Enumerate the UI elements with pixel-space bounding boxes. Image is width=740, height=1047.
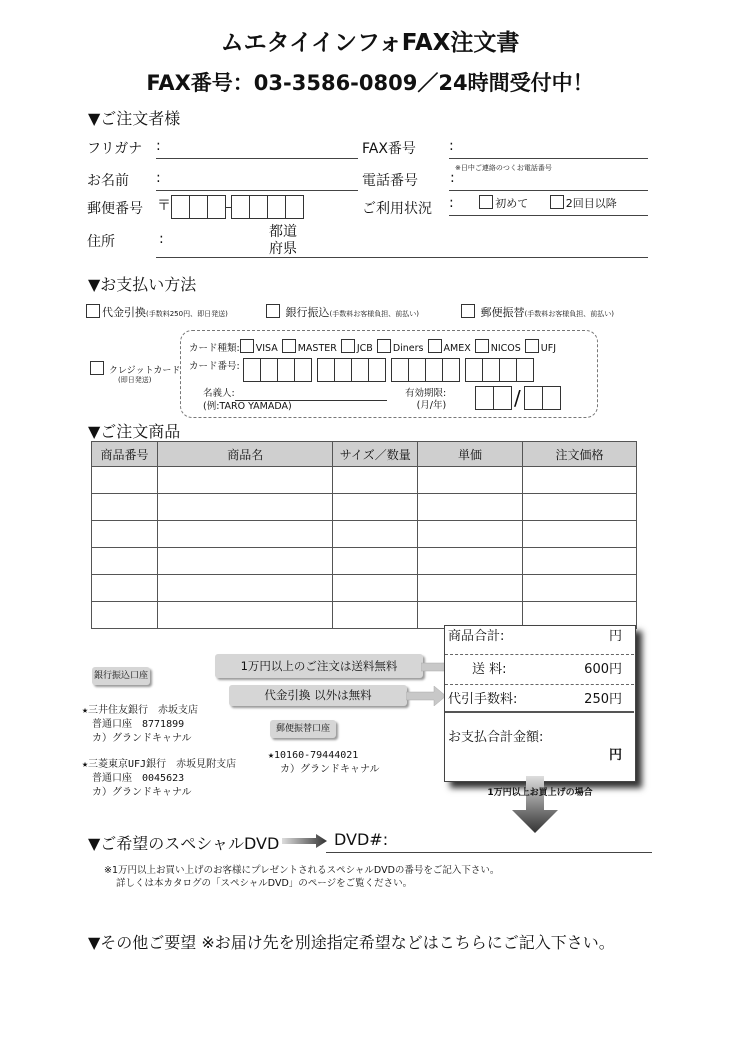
column-header: 商品名 [157, 442, 333, 467]
card-type-option[interactable] [475, 343, 521, 354]
order-summary-box [444, 625, 636, 782]
expiry-month-box[interactable] [493, 386, 512, 410]
table-cell[interactable] [333, 494, 418, 521]
usage-repeat-text: 2回目以降 [565, 197, 617, 210]
card-type-option[interactable] [428, 343, 471, 354]
table-cell[interactable] [418, 467, 523, 494]
cod-fee-note: 代金引換 以外は無料 [229, 685, 407, 706]
credit-card-details-box [180, 330, 598, 418]
card-type-checkbox[interactable] [341, 339, 355, 353]
postal-account-holder: カ）グランドキャナル [280, 764, 380, 775]
postal-account-title: 郵便振替口座 [270, 720, 336, 738]
table-cell[interactable] [523, 521, 637, 548]
table-cell[interactable] [92, 521, 158, 548]
phone-label: 電話番号 [362, 173, 418, 189]
table-cell[interactable] [523, 467, 637, 494]
dvd-arrow-icon [282, 834, 328, 848]
postal-account [268, 749, 380, 777]
postal-mark: 〒 [157, 198, 171, 214]
customer-section-title: ▼ご注文者様 [88, 109, 181, 128]
postal-digit-box[interactable] [231, 195, 250, 219]
dvd-note-line1: ※1万円以上お買い上げのお客様にプレゼントされるスペシャルDVDの番号をご記入下さい。 [104, 865, 500, 876]
card-type-label: MASTER [297, 343, 337, 354]
card-type-label: Diners [392, 343, 424, 354]
expiry-format: (月/年) [416, 400, 447, 411]
table-cell[interactable] [418, 494, 523, 521]
table-cell[interactable] [523, 575, 637, 602]
shipping-value: 600円 [584, 662, 622, 677]
holder-field[interactable] [235, 388, 387, 401]
card-digit-box[interactable] [260, 358, 278, 382]
expiry-year-box[interactable] [524, 386, 543, 410]
table-cell[interactable] [418, 548, 523, 575]
table-cell[interactable] [92, 548, 158, 575]
order-items-table [91, 441, 637, 629]
cod-label: 代金引換 [102, 306, 146, 319]
table-cell[interactable] [523, 548, 637, 575]
usage-field [449, 195, 648, 216]
usage-repeat-checkbox[interactable] [550, 195, 564, 209]
usage-colon: : [449, 195, 454, 211]
card-digit-box[interactable] [317, 358, 335, 382]
total-label: お支払合計金額: [448, 730, 544, 745]
bank-account-1 [82, 704, 198, 746]
bank-label: 銀行振込 [285, 306, 330, 319]
table-row [92, 494, 637, 521]
card-digit-box[interactable] [408, 358, 426, 382]
card-digit-box[interactable] [243, 358, 261, 382]
card-digit-box[interactable] [482, 358, 500, 382]
holder-block [203, 388, 387, 413]
column-header: サイズ／数量 [333, 442, 418, 467]
table-cell[interactable] [157, 548, 333, 575]
bank-checkbox[interactable] [266, 304, 280, 318]
card-type-label: JCB [356, 343, 373, 354]
postal-code-label: 郵便番号 [87, 201, 143, 217]
subtotal-unit: 円 [608, 629, 622, 644]
furigana-label: フリガナ [87, 141, 143, 157]
postal-digit-box[interactable] [285, 195, 304, 219]
card-type-row [189, 339, 560, 354]
name-colon: : [156, 170, 161, 186]
card-digit-box[interactable] [334, 358, 352, 382]
card-type-label: カード種類: [189, 343, 240, 354]
dvd-note-line2: 詳しくは本カタログの「スペシャルDVD」のページをご覧ください。 [116, 878, 413, 889]
table-cell[interactable] [333, 575, 418, 602]
table-row [92, 467, 637, 494]
table-cell[interactable] [157, 575, 333, 602]
bank1-number: 普通口座 8771899 [92, 719, 185, 730]
card-digit-box[interactable] [294, 358, 312, 382]
table-cell[interactable] [157, 521, 333, 548]
bank-account-2 [82, 758, 236, 800]
expiry-separator: / [514, 386, 521, 410]
table-cell[interactable] [92, 467, 158, 494]
credit-checkbox[interactable] [90, 361, 104, 375]
card-type-checkbox[interactable] [475, 339, 489, 353]
table-row [92, 521, 637, 548]
card-type-option[interactable] [341, 343, 373, 354]
cod-fee-label: 代引手数料: [448, 692, 518, 707]
table-row [92, 548, 637, 575]
bank-account-title: 銀行振込口座 [92, 667, 150, 685]
card-digit-box[interactable] [277, 358, 295, 382]
other-requests-title: ▼その他ご要望 ※お届け先を別途指定希望などはこちらにご記入下さい。 [88, 933, 615, 952]
card-digit-box[interactable] [465, 358, 483, 382]
phone-colon: : [450, 170, 455, 186]
card-type-label: UFJ [540, 343, 557, 354]
bank2-holder: カ）グランドキャナル [92, 787, 192, 798]
expiry-month-box[interactable] [475, 386, 494, 410]
holder-example: (例:TARO YAMADA) [203, 401, 292, 412]
payment-postal-option[interactable] [461, 304, 614, 320]
free-shipping-note: 1万円以上のご注文は送料無料 [215, 654, 423, 678]
total-unit: 円 [608, 748, 622, 763]
card-type-checkbox[interactable] [377, 339, 391, 353]
card-type-label: VISA [255, 343, 278, 354]
card-digit-box[interactable] [351, 358, 369, 382]
card-number-row [189, 358, 539, 385]
subtotal-label: 商品合計: [448, 629, 505, 644]
usage-first-option[interactable] [479, 197, 528, 210]
card-number-group [391, 374, 459, 385]
dvd-note [104, 864, 499, 890]
table-cell[interactable] [523, 494, 637, 521]
phone-note: ※日中ご連絡のつくお電話番号 [455, 164, 552, 172]
table-cell[interactable] [157, 602, 333, 629]
bank2-name: ★三菱東京UFJ銀行 赤坂見附支店 [82, 759, 237, 770]
furigana-field[interactable] [156, 135, 358, 159]
bank2-number: 普通口座 0045623 [92, 773, 185, 784]
usage-label: ご利用状況 [362, 201, 432, 217]
card-type-option[interactable] [525, 343, 556, 354]
table-cell[interactable] [92, 494, 158, 521]
card-type-option[interactable] [377, 343, 424, 354]
cod-note: (手数料250円、即日発送) [146, 310, 228, 318]
payment-bank-option[interactable] [266, 304, 419, 320]
usage-repeat-option[interactable] [550, 197, 617, 210]
cod-fee-row [445, 685, 634, 713]
subtotal-row [445, 626, 634, 655]
usage-first-checkbox[interactable] [479, 195, 493, 209]
card-digit-box[interactable] [516, 358, 534, 382]
table-cell[interactable] [157, 467, 333, 494]
card-number-group [243, 374, 311, 385]
furigana-colon: : [156, 138, 161, 154]
postal-transfer-note: (手数料お客様負担、前払い) [524, 310, 614, 318]
column-header: 商品番号 [92, 442, 158, 467]
table-cell[interactable] [333, 467, 418, 494]
table-cell[interactable] [418, 521, 523, 548]
expiry-label: 有効期限: [405, 388, 447, 399]
table-cell[interactable] [418, 575, 523, 602]
fax-number-banner: FAX番号：03-3586-0809／24時間受付中！ [146, 71, 594, 95]
card-type-checkbox[interactable] [525, 339, 539, 353]
card-digit-box[interactable] [425, 358, 443, 382]
postal-account-number: ★10160-79444021 [268, 750, 359, 761]
expiry-label-block [405, 388, 446, 412]
table-cell[interactable] [333, 548, 418, 575]
payment-credit-option[interactable] [90, 361, 180, 376]
dvd-number-field[interactable] [326, 830, 652, 853]
card-number-group [317, 374, 385, 385]
total-row [445, 726, 634, 776]
items-section-title: ▼ご注文商品 [88, 422, 181, 441]
shipping-row [445, 655, 634, 685]
table-cell[interactable] [157, 494, 333, 521]
card-type-option[interactable] [240, 343, 278, 354]
fax-label: FAX番号 [362, 141, 416, 157]
column-header: 単価 [418, 442, 523, 467]
dvd-section-title: ▼ご希望のスペシャルDVD [88, 834, 280, 853]
card-number-group [465, 374, 533, 385]
table-cell[interactable] [333, 602, 418, 629]
prefecture-label-2: 府県 [269, 241, 297, 257]
postal-digit-box[interactable] [249, 195, 268, 219]
card-type-label: AMEX [443, 343, 471, 354]
phone-field[interactable] [449, 162, 648, 191]
table-cell[interactable] [333, 521, 418, 548]
cod-fee-value: 250円 [584, 692, 622, 707]
bank1-name: ★三井住友銀行 赤坂支店 [82, 705, 199, 716]
column-header: 注文価格 [523, 442, 637, 467]
address-colon: : [159, 231, 164, 247]
postal-transfer-label: 郵便振替 [480, 306, 525, 319]
name-label: お名前 [87, 173, 129, 189]
credit-label: クレジットカード [108, 366, 181, 376]
cod-fee-arrow-icon [406, 686, 448, 706]
dvd-field-label: DVD#: [334, 830, 389, 849]
fax-colon: : [449, 138, 454, 154]
postal-digit-box[interactable] [189, 195, 208, 219]
shipping-label: 送 料: [472, 662, 507, 677]
name-field[interactable] [156, 167, 358, 191]
card-digit-box[interactable] [368, 358, 386, 382]
table-cell[interactable] [92, 575, 158, 602]
card-type-checkbox[interactable] [240, 339, 254, 353]
card-number-label: カード番号: [189, 361, 240, 372]
expiry-field[interactable] [475, 386, 560, 414]
postal-transfer-checkbox[interactable] [461, 304, 475, 318]
fax-field[interactable] [449, 135, 648, 159]
prefecture-label-1: 都道 [269, 224, 297, 240]
bank1-holder: カ）グランドキャナル [92, 733, 192, 744]
holder-label: 名義人: [203, 388, 235, 399]
table-row [92, 575, 637, 602]
credit-note: (即日発送) [118, 376, 152, 384]
postal-digit-box[interactable] [207, 195, 226, 219]
payment-section-title: ▼お支払い方法 [88, 275, 197, 294]
card-digit-box[interactable] [442, 358, 460, 382]
card-type-checkbox[interactable] [428, 339, 442, 353]
card-type-option[interactable] [282, 343, 337, 354]
postal-code-field[interactable] [157, 195, 303, 223]
usage-first-text: 初めて [495, 197, 529, 210]
bank-note: (手数料お客様負担、前払い) [329, 310, 419, 318]
card-type-checkbox[interactable] [282, 339, 296, 353]
table-cell[interactable] [92, 602, 158, 629]
postal-digit-box[interactable] [267, 195, 286, 219]
form-title: ムエタイインフォFAX注文書 [220, 30, 520, 56]
card-digit-box[interactable] [391, 358, 409, 382]
expiry-year-box[interactable] [542, 386, 561, 410]
postal-digit-box[interactable] [171, 195, 190, 219]
card-digit-box[interactable] [499, 358, 517, 382]
address-label: 住所 [87, 234, 115, 250]
card-type-label: NICOS [490, 343, 521, 354]
cod-checkbox[interactable] [86, 304, 100, 318]
over-10k-note: 1万円以上お買上げの場合 [487, 788, 593, 798]
address-field[interactable] [156, 222, 648, 258]
payment-cod-option[interactable] [86, 304, 228, 320]
